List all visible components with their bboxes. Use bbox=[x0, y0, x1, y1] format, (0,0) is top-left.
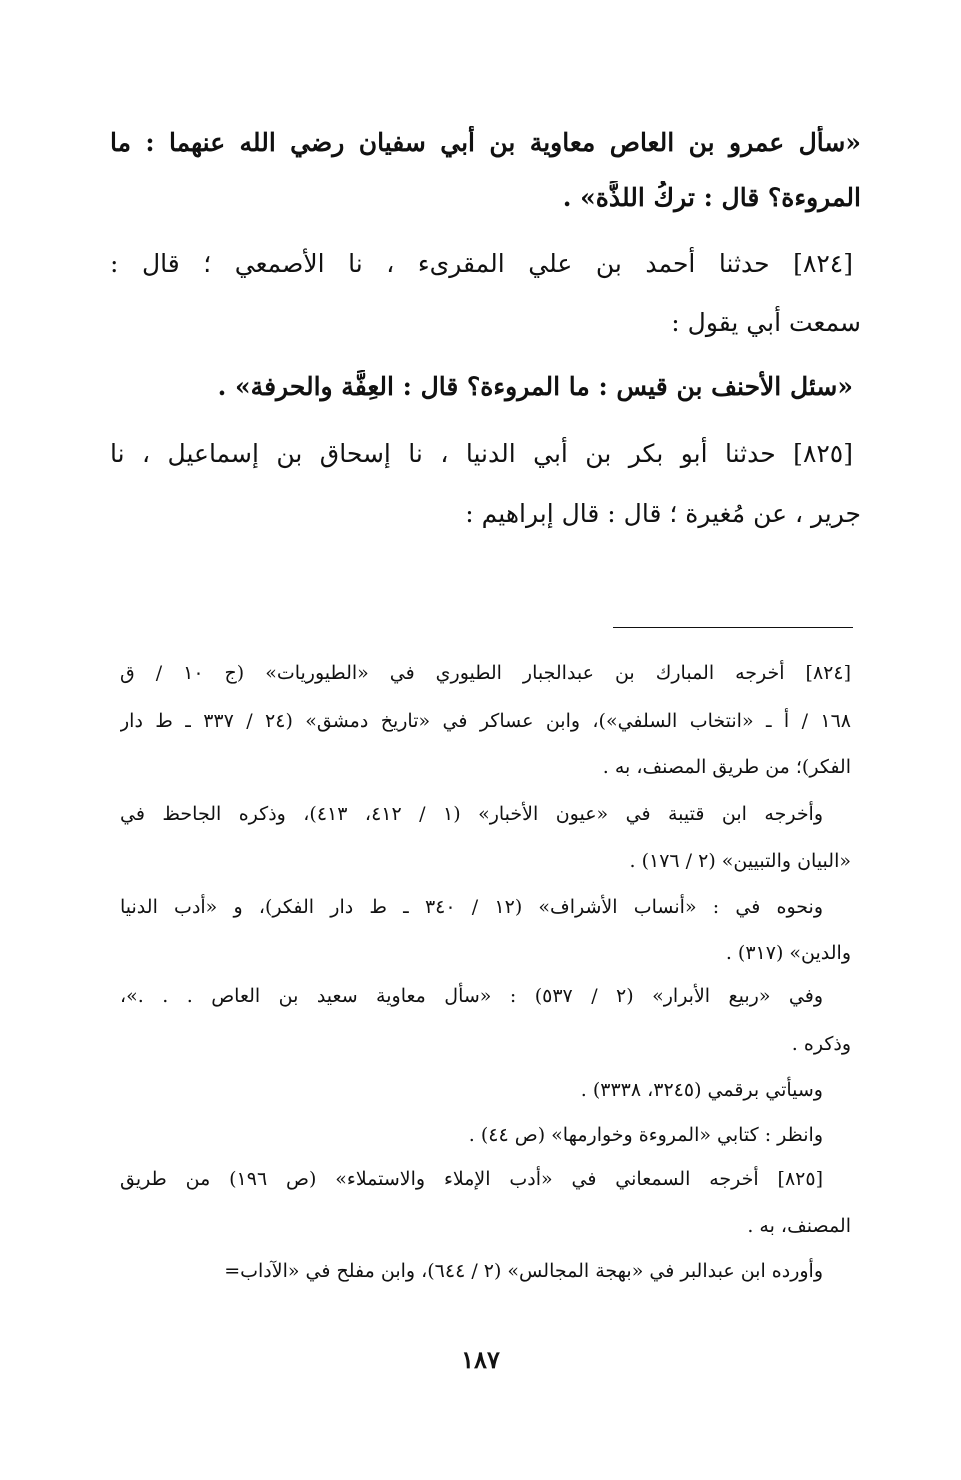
footnote-line: [٨٢٤] أخرجه المبارك بن عبدالجبار الطيوري في «الطيوريات» (ج ١٠ / ق bbox=[120, 662, 851, 684]
footnote-line: وذكره . bbox=[791, 1033, 851, 1055]
footnote-line: وأخرجه ابن قتيبة في «عيون الأخبار» (١ / ٤١٢، ٤١٣)، وذكره الجاحظ في bbox=[120, 803, 823, 825]
main-text-line: [٨٢٥] حدثنا أبو بكر بن أبي الدنيا ، نا إسحاق بن إسماعيل ، نا bbox=[110, 439, 853, 468]
footnote-separator bbox=[613, 627, 853, 628]
footnote-line: وفي «ربيع الأبرار» (٢ / ٥٣٧) : «سأل معاوية سعيد بن العاص . . .»، bbox=[120, 985, 823, 1007]
page-number: ١٨٧ bbox=[461, 1345, 500, 1374]
main-text-line: سمعت أبي يقول : bbox=[671, 308, 861, 337]
footnote-line: وأورده ابن عبدالبر في «بهجة المجالس» (٢ / ٦٤٤)، وابن مفلح في «الآداب= bbox=[224, 1260, 823, 1282]
footnote-line: [٨٢٥] أخرجه السمعاني في «أدب الإملاء والاستملاء» (ص ١٩٦) من طريق bbox=[120, 1168, 823, 1190]
main-text-line: المروءة؟ قال : تركُ اللذَّة» . bbox=[562, 183, 861, 212]
footnote-line: ونحوه في : «أنساب الأشراف» (١٢ / ٣٤٠ ـ ط دار الفكر)، و «أدب الدنيا bbox=[120, 896, 823, 918]
footnote-line: الفكر)؛ من طريق المصنف، به . bbox=[602, 756, 851, 778]
main-text-line: جرير ، عن مُغيرة ؛ قال : قال إبراهيم : bbox=[465, 499, 861, 528]
main-text-line: [٨٢٤] حدثنا أحمد بن علي المقرىء ، نا الأصمعي ؛ قال : bbox=[110, 249, 853, 278]
footnote-line: والدين» (٣١٧) . bbox=[725, 942, 851, 964]
footnote-line: المصنف، به . bbox=[747, 1215, 851, 1237]
main-text-line: «سأل عمرو بن العاص معاوية بن أبي سفيان رضي الله عنهما : ما bbox=[110, 128, 861, 157]
main-text-line: «سئل الأحنف بن قيس : ما المروءة؟ قال : العِفَّة والحرفة» . bbox=[217, 372, 853, 401]
footnote-line: وسيأتي برقمي (٣٢٤٥، ٣٣٣٨) . bbox=[580, 1079, 823, 1101]
footnote-line: «البيان والتبيين» (٢ / ١٧٦) . bbox=[629, 850, 851, 872]
footnote-line: ١٦٨ / أ ـ «انتخاب السلفي»)، وابن عساكر في «تاريخ دمشق» (٢٤ / ٣٣٧ ـ ط دار bbox=[120, 710, 851, 732]
footnote-line: وانظر : كتابي «المروءة وخوارمها» (ص ٤٤) . bbox=[468, 1124, 823, 1146]
